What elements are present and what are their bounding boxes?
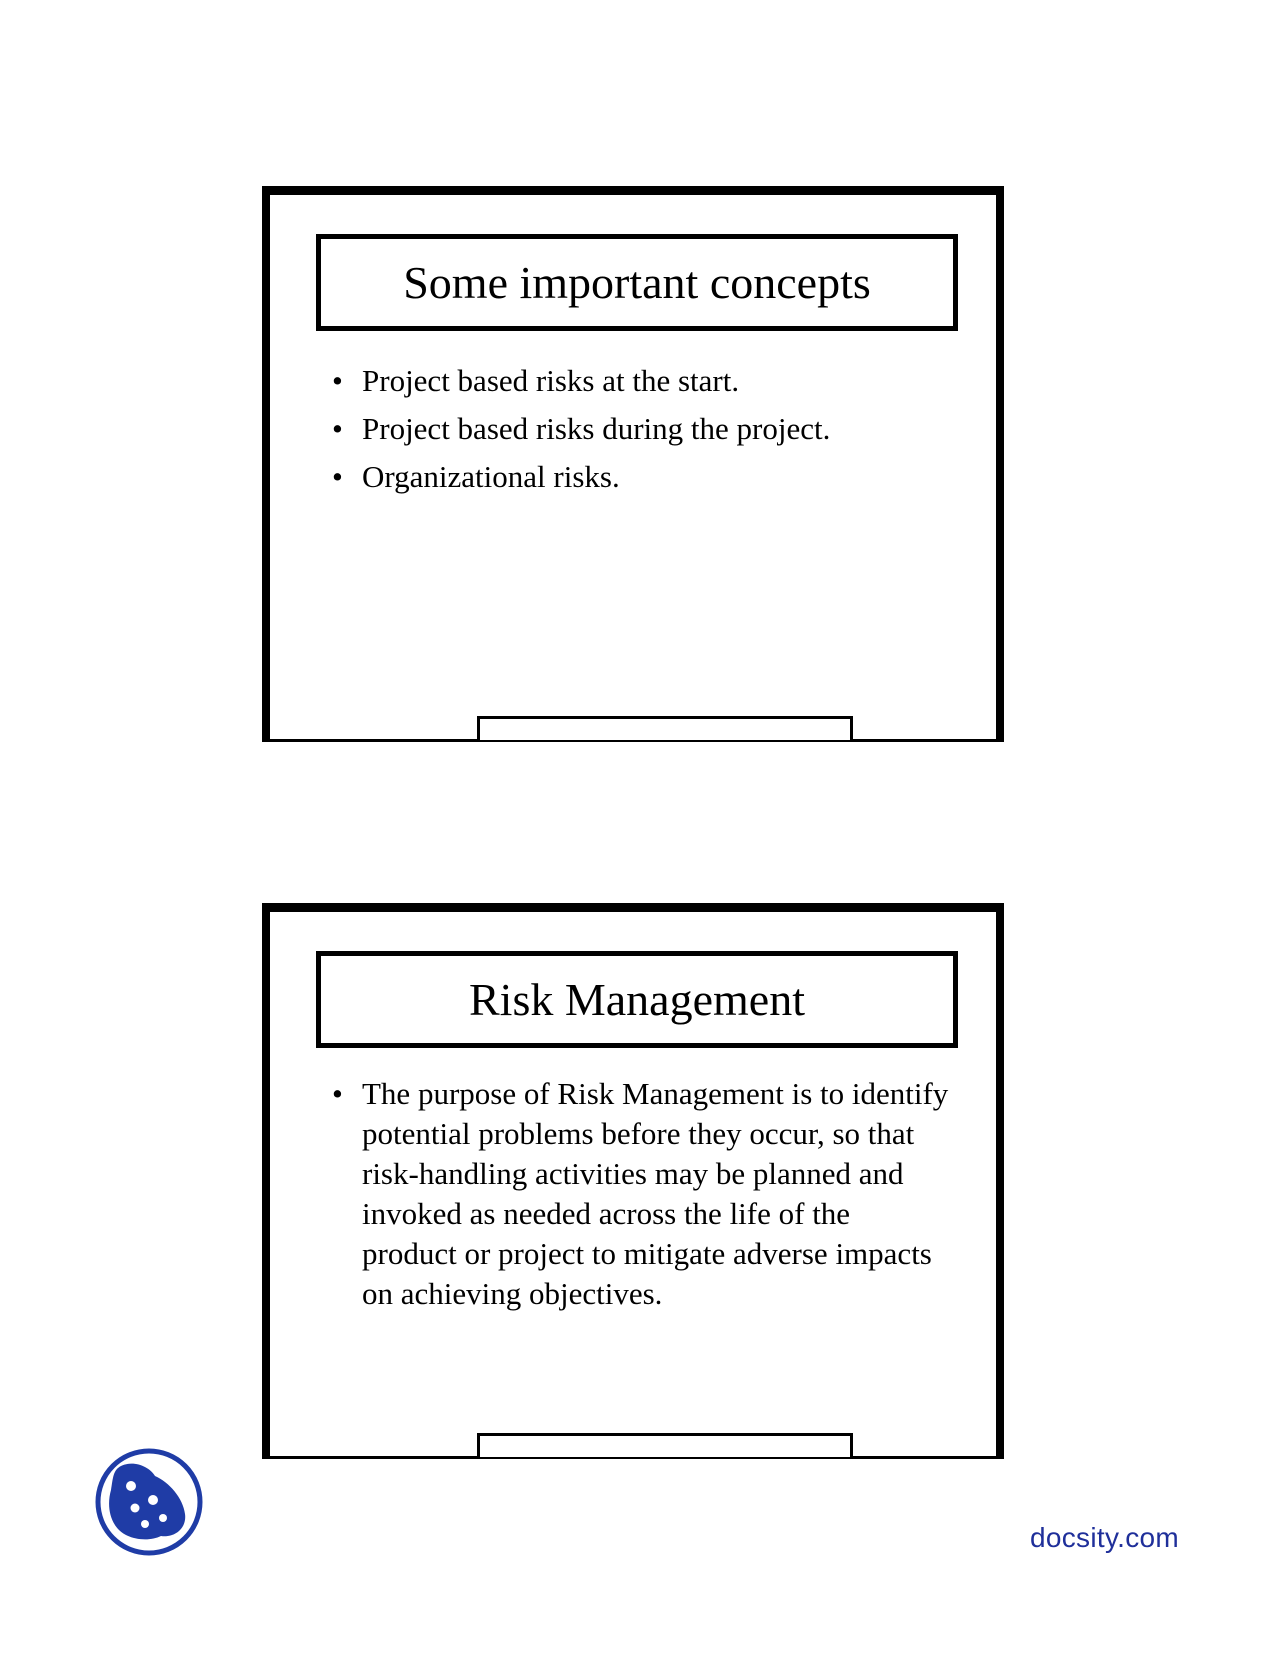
docsity-logo-icon[interactable] [93, 1446, 205, 1558]
bullet-dot-icon: • [332, 1076, 343, 1111]
slide-2-bullet-list [332, 1074, 952, 1314]
slide-1-title-box [316, 234, 958, 331]
slide-2-notes-tab [477, 1433, 853, 1457]
slide-1-title: Some important concepts [403, 256, 871, 308]
slide-1-notes-tab [477, 716, 853, 740]
slide-1-bullet-list [332, 357, 952, 501]
bullet-text: Organizational risks. [362, 459, 620, 494]
bullet-text: Project based risks at the start. [362, 363, 740, 398]
slide-1 [262, 186, 1004, 742]
slide-1-bullet [332, 357, 952, 405]
bullet-text: Project based risks during the project. [362, 411, 831, 446]
bullet-text: The purpose of Risk Management is to identify potential problems before they occur, so that risk-handling activities may be planned and invoked as needed across the life of the product or project to mitigate adverse impacts on achieving objectives. [362, 1076, 949, 1311]
slide-2-title-box [316, 951, 958, 1048]
slide-2 [262, 903, 1004, 1459]
bullet-dot-icon: • [332, 363, 343, 398]
docsity-brand-link[interactable]: docsity.com [1030, 1522, 1180, 1553]
slide-1-bullet [332, 405, 952, 453]
slide-1-bullet [332, 453, 952, 501]
bullet-dot-icon: • [332, 411, 343, 446]
slide-2-bullet [332, 1074, 952, 1314]
bullet-dot-icon: • [332, 459, 343, 494]
slide-2-title: Risk Management [469, 973, 805, 1025]
